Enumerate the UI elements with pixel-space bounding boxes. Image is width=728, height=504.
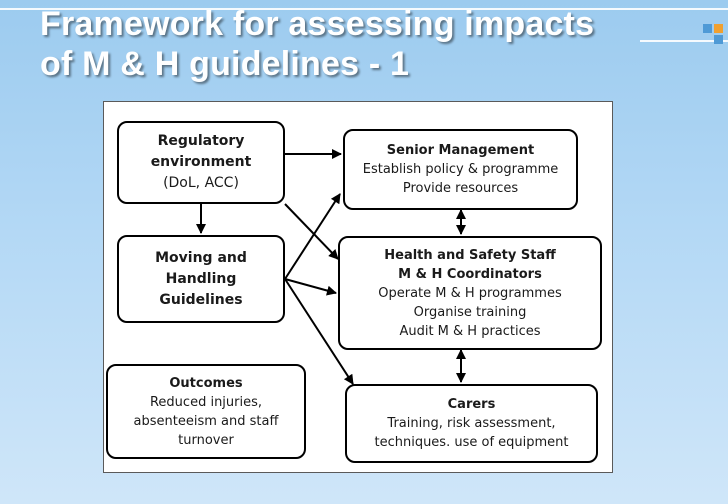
guidelines-line-3: Guidelines	[159, 291, 243, 308]
carers-line-1: Training, risk assessment,	[387, 416, 556, 431]
senior-management-line-1: Establish policy & programme	[362, 162, 559, 177]
slide-title	[40, 4, 680, 84]
health-safety-title-2: M & H Coordinators	[398, 266, 542, 282]
regulatory-line-3: (DoL, ACC)	[163, 175, 239, 191]
senior-management-box	[343, 129, 578, 210]
health-safety-line-2: Organise training	[413, 304, 527, 320]
carers-line-2: techniques. use of equipment	[374, 435, 569, 450]
outcomes-title: Outcomes	[169, 375, 243, 391]
health-safety-line-3: Audit M & H practices	[399, 323, 541, 339]
outcomes-box	[106, 364, 306, 459]
decorative-square-orange	[714, 24, 723, 33]
regulatory-environment-box	[117, 121, 285, 204]
senior-management-title: Senior Management	[386, 143, 535, 158]
regulatory-line-2: environment	[150, 154, 252, 170]
guidelines-line-1: Moving and	[155, 249, 247, 266]
regulatory-line-1: Regulatory	[157, 133, 245, 149]
senior-management-line-2: Provide resources	[402, 181, 519, 196]
decorative-square-blue-2	[714, 35, 723, 44]
slide-title-line-2: of M & H guidelines - 1	[40, 45, 410, 83]
health-safety-title-1: Health and Safety Staff	[384, 247, 556, 263]
outcomes-line-3: turnover	[178, 432, 234, 448]
decorative-square-blue	[703, 24, 712, 33]
carers-box	[345, 384, 598, 463]
health-safety-line-1: Operate M & H programmes	[378, 285, 562, 301]
slide-title-line-1: Framework for assessing impacts	[40, 5, 595, 43]
outcomes-line-2: absenteeism and staff	[133, 413, 279, 429]
guidelines-line-2: Handling	[165, 270, 237, 287]
outcomes-line-1: Reduced injuries,	[149, 394, 263, 410]
guidelines-box	[117, 235, 285, 323]
carers-title: Carers	[447, 397, 496, 412]
health-safety-box	[338, 236, 602, 350]
